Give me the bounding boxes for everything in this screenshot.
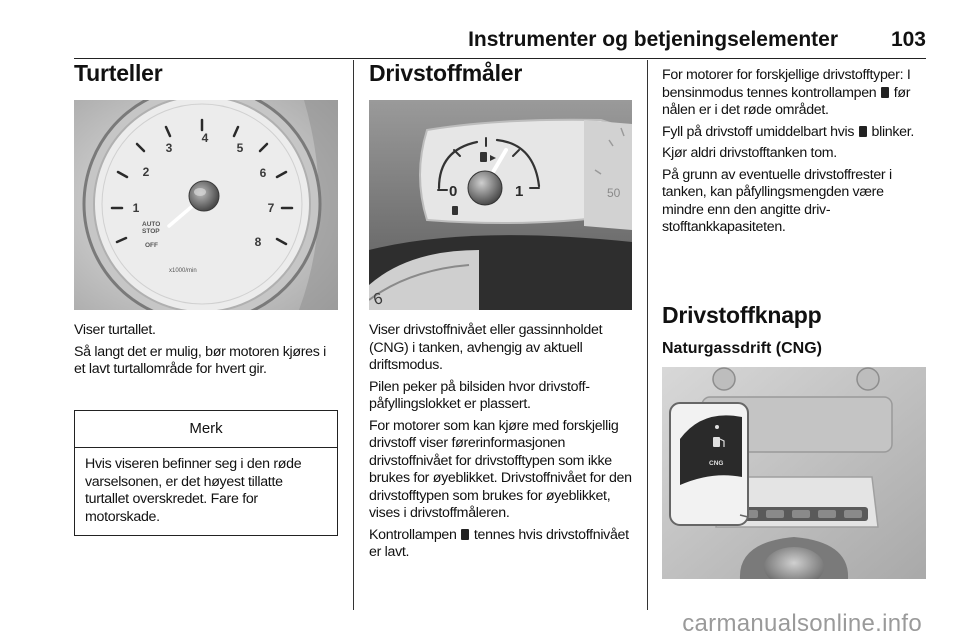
tacho-off-text: OFF [145, 242, 158, 249]
column-divider-1 [353, 60, 354, 610]
col3-paragraph-2-b: blinker. [871, 123, 915, 140]
section-heading-tachometer: Turteller [74, 60, 163, 86]
fuel-label-zero: 0 [449, 183, 458, 200]
tacho-label-5: 5 [236, 141, 244, 155]
col3-paragraph-4: På grunn av eventuelle drivstoffrester i tanken, kan påfyllingsmengden være mindre enn den angitte drivstofftankkapasiteten. [662, 166, 892, 235]
tacho-stop-text: STOP [142, 228, 160, 235]
cng-pump-icon [713, 437, 720, 447]
column-fuel-gauge [369, 60, 632, 560]
fuel-paragraph-4-a: Kontrollampen [369, 526, 457, 543]
fuel-gauge-hub [468, 171, 502, 205]
footer-watermark: carmanualsonline.info [682, 610, 922, 637]
col3-paragraph-3: Kjør aldri drivstofftanken tom. [662, 145, 837, 161]
cng-button-label: CNG [709, 460, 724, 467]
fuel-lamp-icon-3 [859, 126, 867, 137]
page-header [74, 22, 926, 58]
fuel-paragraph-1: Viser drivstoffnivået eller gassinnholdet (CNG) i tanken, avhengig av aktuell driftsmodus. [369, 322, 603, 373]
cng-button-image [662, 367, 926, 579]
col3-paragraph-2 [662, 124, 928, 142]
tachometer-image [74, 100, 338, 310]
fuel-pump-icon [480, 152, 487, 162]
speedo-label-fifty: 50 [607, 186, 621, 200]
tachometer-paragraph-1: Viser turtallet. [74, 322, 156, 338]
fuel-lamp-icon [461, 529, 469, 540]
low-fuel-lamp-icon [452, 206, 458, 215]
col3-paragraph-2-a: Fyll på drivstoff umiddelbart hvis [662, 123, 855, 140]
col3-paragraph-1 [662, 67, 928, 120]
tacho-auto-text: AUTO [142, 221, 161, 228]
col3-paragraph-1-b: før nålen er i det røde området. [662, 84, 911, 118]
section-heading-fuel-button: Drivstoffknapp [662, 302, 822, 328]
tachometer-paragraph-2: Så langt det er mulig, bør motoren kjøres i et lavt turtallområde for hvert gir. [74, 343, 327, 377]
note-box [74, 410, 338, 536]
fuel-lamp-icon-2 [881, 87, 889, 98]
tacho-unit-text: x1000/min [169, 268, 197, 274]
tacho-hub [189, 181, 219, 211]
fuel-label-one: 1 [515, 183, 524, 200]
col3-paragraph-1-a: For motorer for forskjellige drivstofftyper: I bensinmodus tennes kontrollampen [662, 67, 911, 101]
fuel-paragraph-4-b: tennes hvis drivstoffnivået er lavt. [369, 526, 629, 560]
fuel-gauge-illustration [369, 100, 632, 310]
tacho-label-2: 2 [142, 165, 150, 179]
column-divider-2 [647, 60, 648, 610]
speedo-label-six: 6 [371, 290, 385, 309]
cng-button-illustration [662, 367, 926, 579]
fuel-paragraph-3: For motorer som kan kjøre med forskjellig drivstoff viser førerinformasjonen drivstoffnivået for drivstofftypen som ikke brukes for øyeblikket. Drivstoffnivået for den drivstofftypen som brukes for øyeblikket, vises i drivstoffmåleren. [369, 417, 632, 521]
header-title: Instrumenter og betjeningselementer [468, 28, 838, 51]
section-heading-fuel-gauge: Drivstoffmåler [369, 60, 523, 86]
fuel-gauge-image [369, 100, 632, 310]
page-number: 103 [890, 28, 926, 51]
tacho-label-6: 6 [259, 166, 267, 180]
fuel-paragraph-2: Pilen peker på bilsiden hvor drivstoffpåfyllingslokket er plassert. [369, 378, 590, 412]
tacho-label-3: 3 [165, 141, 173, 155]
tacho-label-4: 4 [201, 131, 209, 145]
fuel-paragraph-4 [369, 527, 632, 562]
note-body: Hvis viseren befinner seg i den røde varselsonen, er det høyest tillatte turtallet overskredet. Fare for motorskade. [85, 456, 302, 525]
tacho-label-8: 8 [254, 235, 262, 249]
note-title: Merk [75, 411, 337, 448]
tacho-label-1: 1 [132, 201, 140, 215]
column-tachometer [74, 60, 338, 525]
header-rule [74, 58, 926, 59]
tachometer-illustration [74, 100, 338, 310]
tacho-label-7: 7 [267, 201, 275, 215]
subheading-cng: Naturgassdrift (CNG) [662, 340, 823, 357]
